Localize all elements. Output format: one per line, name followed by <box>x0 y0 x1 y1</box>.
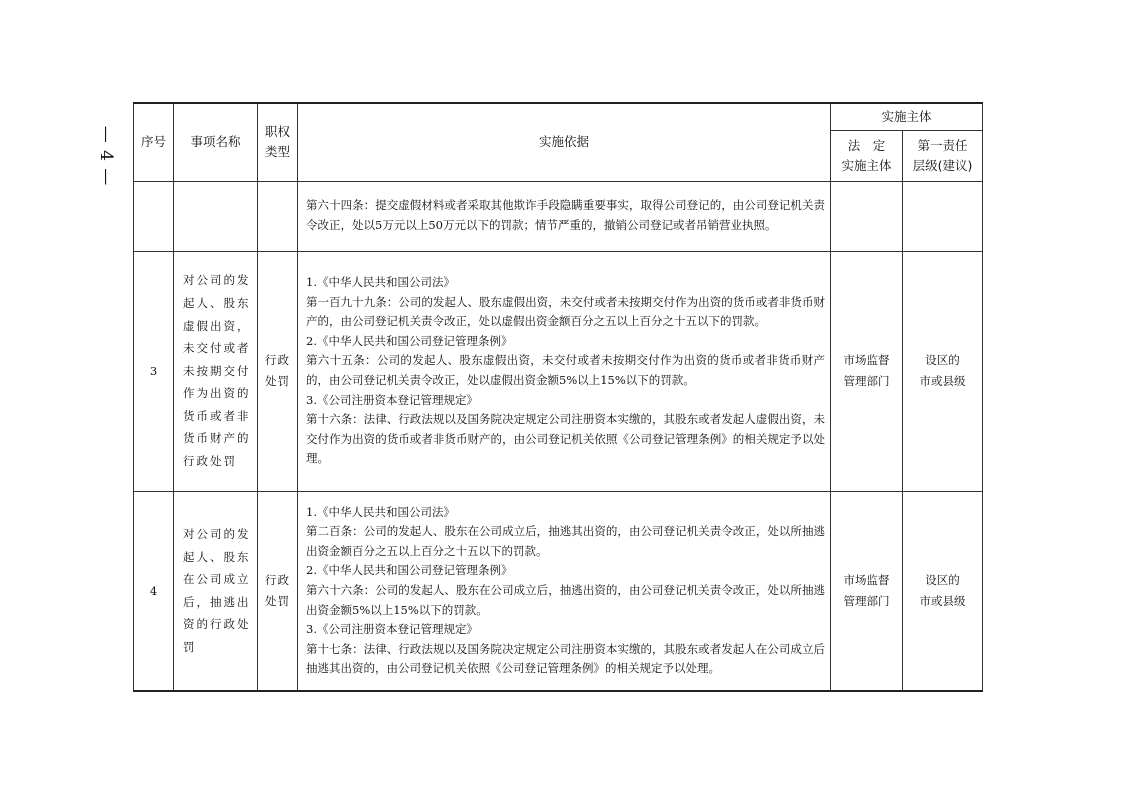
header-basis: 实施依据 <box>298 103 831 181</box>
enforcement-table <box>133 102 983 692</box>
basis-law-title: 3.《公司注册资本登记管理规定》 <box>306 622 478 637</box>
basis-law-title: 2.《中华人民共和国公司登记管理条例》 <box>306 563 513 578</box>
header-legal-subject: 法 定 实施主体 <box>831 130 903 181</box>
seq-cell: 3 <box>134 251 174 491</box>
header-seq: 序号 <box>134 103 174 181</box>
header-item-name: 事项名称 <box>174 103 258 181</box>
first-responsibility-cell: 设区的 市或县级 <box>903 251 983 491</box>
basis-cell <box>298 181 831 251</box>
basis-article: 第六十六条：公司的发起人、股东在公司成立后，抽逃出资的，由公司登记机关责令改正，处以所抽逃出资金额5%以上15%以下的罚款。 <box>306 582 825 617</box>
basis-article: 第十七条：法律、行政法规以及国务院决定规定公司注册资本实缴的，其股东或者发起人在公司成立后抽逃其出资的，由公司登记机关依照《公司登记管理条例》的相关规定予以处理。 <box>306 641 825 676</box>
table-row-continuation <box>134 181 983 251</box>
page-number-text: — 4 — <box>96 125 116 186</box>
basis-article: 第六十五条：公司的发起人、股东虚假出资，未交付或者未按期交付作为出资的货币或者非货币财产的，由公司登记机关责令改正，处以虚假出资金额5%以上15%以下的罚款。 <box>306 353 825 387</box>
basis-cell <box>298 491 831 691</box>
basis-law-title: 1.《中华人民共和国公司法》 <box>306 275 455 290</box>
basis-article: 第十六条：法律、行政法规以及国务院决定规定公司注册资本实缴的，其股东或者发起人虚假出资，未交付作为出资的货币或者非货币财产的，由公司登记机关依照《公司登记管理条例》的相关规定予以处理。 <box>306 412 825 466</box>
legal-subject-cell: 市场监督 管理部门 <box>831 251 903 491</box>
basis-paragraph: 第六十四条：提交虚假材料或者采取其他欺诈手段隐瞒重要事实，取得公司登记的，由公司登记机关责令改正，处以5万元以上50万元以下的罚款；情节严重的，撤销公司登记或者吊销营业执照。 <box>306 198 825 232</box>
legal-subject-cell: 市场监督 管理部门 <box>831 491 903 691</box>
basis-law-title: 1.《中华人民共和国公司法》 <box>306 504 455 519</box>
basis-article: 第二百条：公司的发起人、股东在公司成立后，抽逃其出资的，由公司登记机关责令改正，处以所抽逃出资金额百分之五以上百分之十五以下的罚款。 <box>306 524 825 558</box>
table-row <box>134 491 983 691</box>
table-row <box>134 251 983 491</box>
basis-law-title: 3.《公司注册资本登记管理规定》 <box>306 392 478 407</box>
header-authority-type: 职权 类型 <box>258 103 298 181</box>
page-number <box>88 118 124 193</box>
seq-cell: 4 <box>134 491 174 691</box>
basis-cell <box>298 251 831 491</box>
authority-type-cell: 行政处罚 <box>258 251 298 491</box>
first-responsibility-cell: 设区的 市或县级 <box>903 491 983 691</box>
header-subject: 实施主体 <box>831 103 983 130</box>
item-name-cell: 对公司的发起人、股东在公司成立后，抽逃出资的行政处罚 <box>174 491 258 691</box>
basis-law-title: 2.《中华人民共和国公司登记管理条例》 <box>306 333 513 348</box>
authority-type-cell: 行政处罚 <box>258 491 298 691</box>
header-first-responsibility: 第一责任 层级(建议) <box>903 130 983 181</box>
item-name-cell: 对公司的发起人、股东虚假出资，未交付或者未按期交付作为出资的货币或者非货币财产的行政处罚 <box>174 251 258 491</box>
basis-article: 第一百九十九条：公司的发起人、股东虚假出资，未交付或者未按期交付作为出资的货币或者非货币财产的，由公司登记机关责令改正，处以虚假出资金额百分之五以上百分之十五以下的罚款。 <box>306 294 825 329</box>
